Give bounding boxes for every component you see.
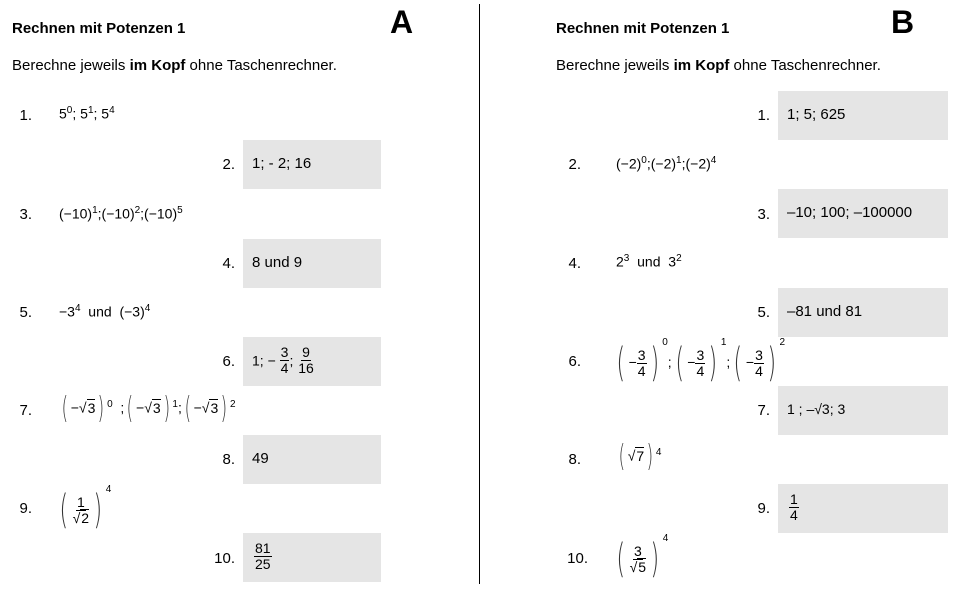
fraction: $\frac{3}{4}$ bbox=[280, 344, 289, 376]
answer: 1 ; –√3; 3 bbox=[787, 401, 846, 417]
answer-box bbox=[778, 484, 948, 533]
item-number: 9. bbox=[757, 500, 770, 517]
expression: ( √7) $^4$ bbox=[618, 439, 662, 474]
center-divider bbox=[479, 4, 480, 584]
item-number: 7. bbox=[19, 402, 32, 419]
answer-box bbox=[243, 239, 381, 288]
version-letter: A bbox=[390, 4, 414, 40]
item-number: 6. bbox=[568, 353, 581, 370]
fraction: $\frac{9}{16}$ bbox=[298, 344, 314, 376]
answer-box bbox=[778, 91, 948, 140]
expression: $(-10)^1;(-10)^2;(-10)^5$ bbox=[59, 205, 183, 222]
item-number: 7. bbox=[757, 402, 770, 419]
answer-box bbox=[778, 386, 948, 435]
expression: $-3^4$ und $(-3)^4$ bbox=[59, 303, 151, 320]
item-number: 6. bbox=[222, 353, 235, 370]
answer-box bbox=[243, 533, 381, 582]
item-number: 4. bbox=[222, 255, 235, 272]
answer: 49 bbox=[252, 450, 269, 467]
expression: ( − $\frac{3}{4}$ ) $^0$;( − $\frac{3}{4}$ ) $^1$;( − $\frac{3}{4}$ ) $^2$ bbox=[616, 337, 786, 387]
item-number: 1. bbox=[757, 107, 770, 124]
answer: 1; − $\frac{3}{4}$ ; $\frac{9}{16}$ bbox=[252, 344, 314, 376]
answer-box bbox=[778, 288, 948, 337]
item-number: 5. bbox=[757, 304, 770, 321]
fraction: $\frac{81}{25}$ bbox=[255, 540, 271, 572]
item-number: 1. bbox=[19, 107, 32, 124]
item-number: 4. bbox=[568, 255, 581, 272]
answer-box bbox=[243, 435, 381, 484]
item-number: 10. bbox=[567, 550, 588, 567]
expression: ( $\frac{1}{√2}$ ) $^4$ bbox=[59, 484, 112, 534]
page-title: Rechnen mit Potenzen 1 bbox=[12, 20, 186, 37]
answer-box bbox=[243, 140, 381, 189]
expression: $2^3$ und $3^2$ bbox=[616, 253, 682, 270]
item-number: 8. bbox=[222, 451, 235, 468]
answer: 8 und 9 bbox=[252, 254, 303, 271]
panel-a bbox=[0, 0, 478, 599]
expression: ( $\frac{3}{√5}$ ) $^4$ bbox=[616, 533, 669, 583]
answer: –81 und 81 bbox=[787, 303, 863, 320]
answer: –10; 100; –100000 bbox=[787, 204, 913, 221]
panel-b bbox=[481, 0, 965, 599]
page-title: Rechnen mit Potenzen 1 bbox=[556, 20, 730, 37]
item-number: 2. bbox=[568, 156, 581, 173]
expression: $5^0$; $5^1$; $5^4$ bbox=[59, 105, 115, 122]
answer-box bbox=[243, 337, 381, 386]
answer: 1; - 2; 16 bbox=[252, 155, 312, 172]
item-number: 3. bbox=[19, 206, 32, 223]
item-number: 9. bbox=[19, 500, 32, 517]
version-letter: B bbox=[891, 4, 915, 40]
item-number: 10. bbox=[214, 550, 235, 567]
expression: ( −√3) $^0$ ;( −√3) $^1$;( −√3) $^2$ bbox=[61, 391, 236, 426]
instruction: Berechne jeweils im Kopf ohne Taschenrechner. bbox=[556, 57, 881, 74]
item-number: 5. bbox=[19, 304, 32, 321]
answer: 1; 5; 625 bbox=[787, 106, 846, 123]
item-number: 2. bbox=[222, 156, 235, 173]
fraction: $\frac{1}{4}$ bbox=[790, 491, 798, 523]
item-number: 3. bbox=[757, 206, 770, 223]
expression: $(-2)^0;(-2)^1;(-2)^4$ bbox=[616, 155, 717, 172]
answer-box bbox=[778, 189, 948, 238]
instruction: Berechne jeweils im Kopf ohne Taschenrechner. bbox=[12, 57, 337, 74]
item-number: 8. bbox=[568, 451, 581, 468]
